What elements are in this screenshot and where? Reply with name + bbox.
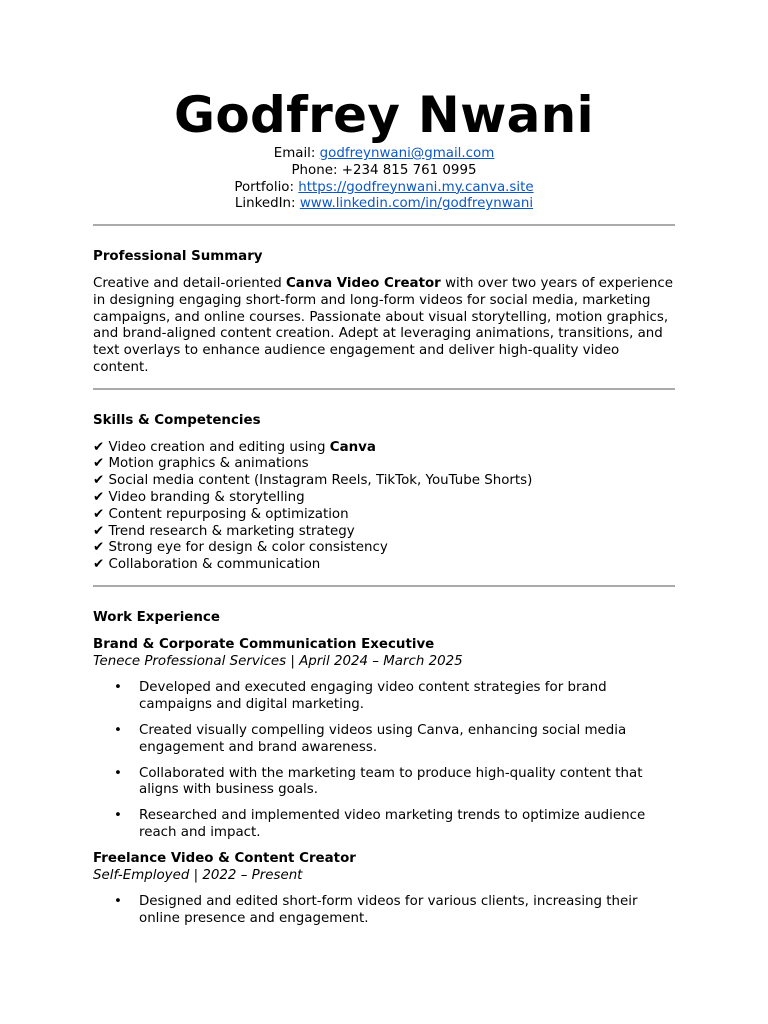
portfolio-label: Portfolio: — [234, 179, 294, 195]
summary-body: with over two years of experience in designing engaging short-form and long-form videos for social media, marketing campaigns, and online courses. Passionate about visual storytelling, motion graphics, and brand-aligned content creation. Adept at leveraging animations, transitions, and text overlays to enhance audience engagement and deliver high-quality video content. — [93, 275, 673, 375]
job-meta: Tenece Professional Services | April 2024 – March 2025 — [93, 653, 463, 669]
email-line — [93, 146, 675, 163]
skill-item — [93, 507, 675, 524]
bullet-icon: • — [114, 765, 122, 781]
bullet-icon: • — [114, 894, 122, 910]
bullet-icon: • — [114, 722, 122, 738]
job-entry — [93, 851, 675, 928]
bullet-icon: • — [114, 680, 122, 696]
portfolio-line — [93, 180, 675, 197]
skill-item — [93, 540, 675, 557]
divider — [93, 585, 675, 587]
resume-page — [93, 84, 675, 937]
job-role: Brand & Corporate Communication Executive — [93, 636, 435, 652]
check-icon: ✔ — [93, 506, 105, 522]
list-item — [93, 766, 675, 800]
linkedin-label: LinkedIn: — [234, 196, 296, 212]
bullet-text: Created visually compelling videos using Canva, enhancing social media engagement and brand awareness. — [139, 722, 627, 755]
email-link[interactable]: godfreynwani@gmail.com — [319, 146, 495, 161]
skill-text: Social media content (Instagram Reels, TikTok, YouTube Shorts) — [108, 473, 533, 489]
skill-item — [93, 473, 675, 490]
summary-intro: Creative and detail-oriented — [93, 275, 282, 291]
bullet-icon: • — [114, 808, 122, 824]
linkedin-line — [93, 196, 675, 213]
job-role: Freelance Video & Content Creator — [93, 850, 356, 866]
skills-list — [93, 440, 675, 574]
bullet-text: Designed and edited short-form videos for various clients, increasing their online presence and engagement. — [139, 894, 638, 927]
skill-text: Trend research & marketing strategy — [108, 523, 355, 539]
bullet-text: Researched and implemented video marketing trends to optimize audience reach and impact. — [139, 808, 646, 840]
skill-text: Content repurposing & optimization — [108, 506, 349, 522]
skills-heading: Skills & Competencies — [93, 412, 261, 428]
check-icon: ✔ — [93, 557, 105, 573]
job-meta: Self-Employed | 2022 – Present — [93, 867, 303, 883]
skill-item — [93, 456, 675, 473]
summary-heading: Professional Summary — [93, 249, 263, 265]
skill-item — [93, 490, 675, 507]
list-item — [93, 894, 675, 928]
job-bullets — [93, 894, 675, 928]
divider — [93, 388, 675, 390]
skill-text: Video branding & storytelling — [108, 489, 305, 505]
skill-text: Strong eye for design & color consistency — [108, 540, 388, 556]
check-icon: ✔ — [93, 439, 105, 455]
skill-item — [93, 440, 675, 457]
list-item — [93, 680, 675, 714]
contact-block — [93, 146, 675, 213]
experience-heading: Work Experience — [93, 609, 220, 625]
job-entry — [93, 637, 675, 842]
summary-paragraph — [93, 276, 675, 377]
skill-bold: Canva — [329, 439, 376, 455]
check-icon: ✔ — [93, 540, 105, 556]
list-item — [93, 808, 675, 842]
skill-text: Motion graphics & animations — [108, 456, 309, 472]
check-icon: ✔ — [93, 456, 105, 472]
check-icon: ✔ — [93, 523, 105, 539]
candidate-name: Godfrey Nwani — [174, 86, 594, 144]
linkedin-link[interactable]: www.linkedin.com/in/godfreynwani — [299, 196, 534, 212]
check-icon: ✔ — [93, 489, 105, 505]
phone-label: Phone: — [291, 162, 338, 178]
job-bullets — [93, 680, 675, 841]
bullet-text: Developed and executed engaging video content strategies for brand campaigns and digital marketing. — [139, 680, 607, 713]
bullet-text: Collaborated with the marketing team to produce high-quality content that aligns with business goals. — [139, 765, 643, 798]
list-item — [93, 723, 675, 757]
divider — [93, 224, 675, 226]
skill-item — [93, 557, 675, 574]
skill-item — [93, 524, 675, 541]
summary-highlight: Canva Video Creator — [285, 275, 441, 291]
check-icon: ✔ — [93, 473, 105, 489]
email-label: Email: — [273, 146, 316, 161]
portfolio-link[interactable]: https://godfreynwani.my.canva.site — [298, 179, 534, 195]
phone-line — [93, 163, 675, 180]
phone-value: +234 815 761 0995 — [341, 162, 477, 178]
skill-text: Collaboration & communication — [108, 557, 321, 573]
skill-text: Video creation and editing using — [108, 439, 326, 455]
